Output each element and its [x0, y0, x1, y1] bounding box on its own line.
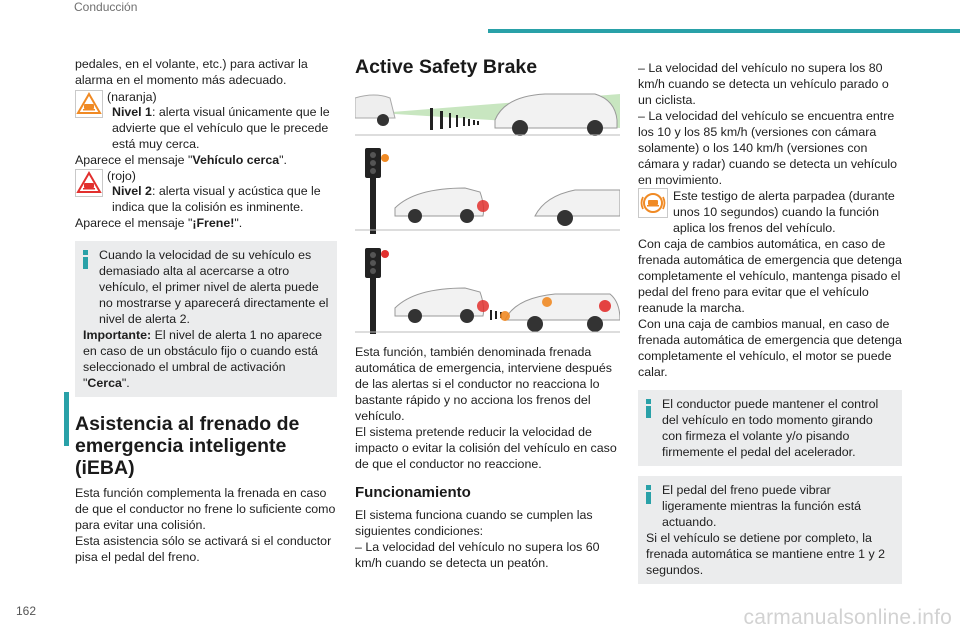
level1-desc	[75, 104, 337, 152]
important-label: Importante:	[83, 328, 152, 342]
note-important	[83, 327, 329, 391]
illustration-level2-alert	[355, 246, 620, 336]
important-end: ".	[121, 376, 130, 390]
level1-text: : alerta visual únicamente que le advierte que el vehículo que le precede está muy cerca.	[112, 105, 330, 151]
ieba-title: Asistencia al frenado de emergencia inteligente (iEBA)	[75, 413, 300, 479]
level2-text: : alerta visual y acústica que le indica que la colisión es inminente.	[112, 184, 321, 214]
important-bold: Cerca	[87, 376, 122, 390]
automatic-gearbox-text: Con caja de cambios automática, en caso de frenada automática de emergencia que detenga completamente el vehículo, mantenga pisado el pedal del freno para evitar que el vehículo reanude la marcha.	[638, 237, 902, 315]
level1-message	[75, 152, 337, 168]
msg-suffix: ".	[279, 153, 287, 167]
note-text: Cuando la velocidad de su vehículo es demasiado alta al acercarse a otro vehículo, el primer nivel de alerta puede no mostrarse y aparecerá directamente el nivel de alerta 2.	[99, 248, 329, 326]
asb-paragraph-4: – La velocidad del vehículo no supera los 60 km/h cuando se detecta un peatón.	[355, 540, 600, 570]
column-3	[638, 60, 902, 584]
orange-warning-icon	[75, 90, 103, 118]
asb-title: Active Safety Brake	[355, 56, 538, 78]
section-accent-bar	[64, 392, 69, 446]
info-icon	[646, 485, 651, 504]
brake-warning-lamp-icon	[638, 188, 668, 218]
intro-text: pedales, en el volante, etc.) para activar la alarma en el momento más adecuado.	[75, 57, 308, 87]
red-warning-icon	[75, 169, 103, 197]
msg-suffix: ".	[234, 216, 243, 230]
level2-label: Nivel 2	[112, 184, 152, 198]
asb-paragraph-1: Esta función, también denominada frenada automática de emergencia, interviene después de las alertas si el conductor no reacciona lo bastante rápido y no acciona los frenos del vehículo.	[355, 345, 612, 423]
condition-80: – La velocidad del vehículo no supera los 80 km/h cuando se detecta un vehículo parado o un ciclista.	[638, 61, 889, 107]
level1-label: Nivel 1	[112, 105, 152, 119]
manual-gearbox-text: Con una caja de cambios manual, en caso de frenada automática de emergencia que detenga completamente el vehículo, el motor se puede calar.	[638, 317, 902, 379]
watermark: carmanualsonline.info	[743, 606, 952, 629]
info-note-driver-control	[638, 390, 902, 466]
ieba-paragraph-2: Esta asistencia sólo se activará si el conductor pisa el pedal del freno.	[75, 534, 332, 564]
warning-lamp-block	[638, 188, 902, 236]
level2-message	[75, 215, 337, 231]
note-driver-control-text: El conductor puede mantener el control del vehículo en todo momento girando con firmeza el volante y/o pisando firmemente el pedal del acelerador.	[662, 397, 879, 459]
level2-desc	[75, 183, 337, 215]
note-stop-text: Si el vehículo se detiene por completo, la frenada automática se mantiene entre 1 y 2 segundos.	[646, 531, 886, 577]
condition-10-85: – La velocidad del vehículo se encuentra entre los 10 y los 85 km/h (versiones con cámara solamente) o los 140 km/h (versiones con cámara y radar) cuando se detecta un vehículo en movimiento.	[638, 109, 897, 187]
column-1	[75, 56, 337, 565]
header-accent-bar	[488, 29, 960, 33]
msg-prefix: Aparece el mensaje "	[75, 153, 193, 167]
page-number: 162	[16, 604, 37, 618]
info-note-pedal-vibration	[638, 476, 902, 584]
asb-paragraph-2: El sistema pretende reducir la velocidad de impacto o evitar la colisión del vehículo en caso de que el conductor no reaccione.	[355, 425, 617, 471]
illustration-level1-alert	[355, 146, 620, 236]
column-2-text	[355, 344, 620, 571]
illustration-distance-alert	[355, 88, 620, 138]
level1-color: (naranja)	[107, 90, 157, 104]
warning-lamp-text: Este testigo de alerta parpadea (durante unos 10 segundos) cuando la función aplica los frenos del vehículo.	[673, 189, 895, 235]
info-icon	[83, 250, 88, 269]
level2-color: (rojo)	[107, 169, 136, 183]
info-icon	[646, 399, 651, 418]
ieba-paragraph-1: Esta función complementa la frenada en caso de que el conductor no frene lo suficiente como para evitar una colisión.	[75, 486, 336, 532]
info-note-alert-level	[75, 241, 337, 397]
asb-paragraph-3: El sistema funciona cuando se cumplen las siguientes condiciones:	[355, 508, 593, 538]
msg-prefix: Aparece el mensaje "	[75, 216, 193, 230]
note-pedal-text: El pedal del freno puede vibrar ligeramente mientras la función está actuando.	[662, 483, 862, 529]
important-text: El nivel de alerta 1 no aparece en caso de un obstáculo fijo o cuando está seleccionado el umbral de activación "	[83, 328, 322, 390]
level2-msg: ¡Frene!	[192, 216, 235, 230]
level1-msg: Vehículo cerca	[192, 153, 280, 167]
column-2	[355, 56, 620, 78]
funcionamiento-title: Funcionamiento	[355, 484, 471, 501]
header-title: Conducción	[74, 0, 138, 14]
